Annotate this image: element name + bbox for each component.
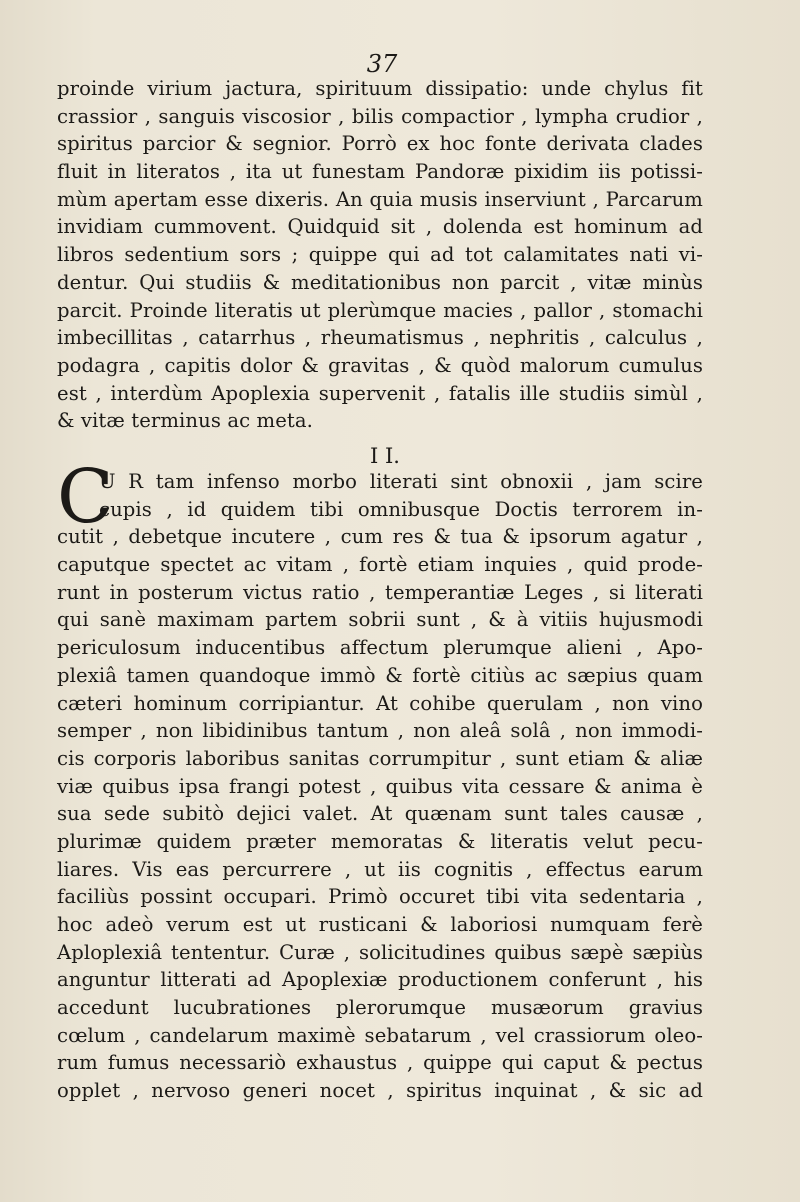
text-line: parcit. Proinde literatis ut plerùmque macies , pallor , stomachi (57, 298, 703, 322)
text-line: mùm apertam esse dixeris. An quia musis inserviunt , Parcarum (57, 187, 703, 211)
drop-cap: C (57, 454, 114, 540)
text-line: anguntur litterati ad Apoplexiæ productionem conferunt , his (57, 968, 703, 992)
text-line: plurimæ quidem præter memoratas & literatis velut pecu- (57, 829, 703, 853)
text-line: cœlum , candelarum maximè sebatarum , vel crassiorum oleo- (57, 1023, 703, 1047)
text-line: cupis , id quidem tibi omnibusque Doctis terrorem in- (99, 497, 703, 521)
text-line: hoc adeò verum est ut rusticani & laboriosi numquam ferè (57, 913, 703, 936)
text-line: U R tam infenso morbo literati sint obnoxii , jam scire (99, 470, 703, 493)
text-line: Aploplexiâ tententur. Curæ , solicitudines quibus sæpè sæpiùs (57, 940, 703, 964)
paragraph-1 (57, 75, 703, 435)
text-line: dentur. Qui studiis & meditationibus non parcit , vitæ minùs (57, 270, 703, 294)
section-numeral: I I. (370, 444, 400, 468)
text-line: cutit , debetque incutere , cum res & tua & ipsorum agatur , (57, 525, 703, 549)
text-line: periculosum inducentibus affectum plerumque alieni , Apo- (57, 636, 703, 660)
text-line: opplet , nervoso generi nocet , spiritus inquinat , & sic ad (57, 1079, 703, 1103)
text-line: est , interdùm Apoplexia supervenit , fatalis ille studiis simùl , (57, 381, 703, 405)
text-line: plexiâ tamen quandoque immò & fortè citiùs ac sæpius quam (57, 663, 703, 687)
text-line: viæ quibus ipsa frangi potest , quibus vita cessare & anima è (57, 774, 703, 798)
text-line: podagra , capitis dolor & gravitas , & quòd malorum cumulus (57, 353, 703, 377)
text-line: invidiam cummovent. Quidquid sit , dolenda est hominum ad (57, 215, 703, 239)
text-line: sua sede subitò dejici valet. At quænam sunt tales causæ , (57, 802, 703, 826)
text-line: spiritus parcior & segnior. Porrò ex hoc fonte derivata clades (57, 132, 703, 156)
text-line: libros sedentium sors ; quippe qui ad tot calamitates nati vi- (57, 243, 703, 267)
page-number: 37 (366, 50, 398, 78)
text-line: cis corporis laboribus sanitas corrumpitur , sunt etiam & aliæ (57, 746, 703, 770)
text-line: runt in posterum victus ratio , temperantiæ Leges , si literati (57, 580, 703, 604)
text-line: rum fumus necessariò exhaustus , quippe qui caput & pectus (57, 1051, 703, 1075)
text-line: faciliùs possint occupari. Primò occuret tibi vita sedentaria , (57, 885, 703, 909)
paragraph-2 (57, 454, 703, 1105)
text-line: cæteri hominum corripiantur. At cohibe querulam , non vino (57, 691, 703, 715)
text-line: imbecillitas , catarrhus , rheumatismus , nephritis , calculus , (57, 326, 703, 350)
text-line: & vitæ terminus ac meta. (57, 409, 313, 433)
text-line: liares. Vis eas percurrere , ut iis cognitis , effectus earum (57, 857, 703, 881)
text-line: crassior , sanguis viscosior , bilis compactior , lympha crudior , (57, 104, 703, 128)
text-line: proinde virium jactura, spirituum dissipatio: unde chylus fit (57, 77, 703, 100)
text-line: caputque spectet ac vitam , fortè etiam inquies , quid prode- (57, 553, 703, 577)
text-line: accedunt lucubrationes plerorumque musæorum gravius (57, 996, 703, 1020)
text-line: semper , non libidinibus tantum , non aleâ solâ , non immodi- (57, 719, 703, 743)
text-line: qui sanè maximam partem sobrii sunt , & à vitiis hujusmodi (57, 608, 703, 632)
text-line: fluit in literatos , ita ut funestam Pandoræ pixidim iis potissi- (57, 160, 703, 184)
